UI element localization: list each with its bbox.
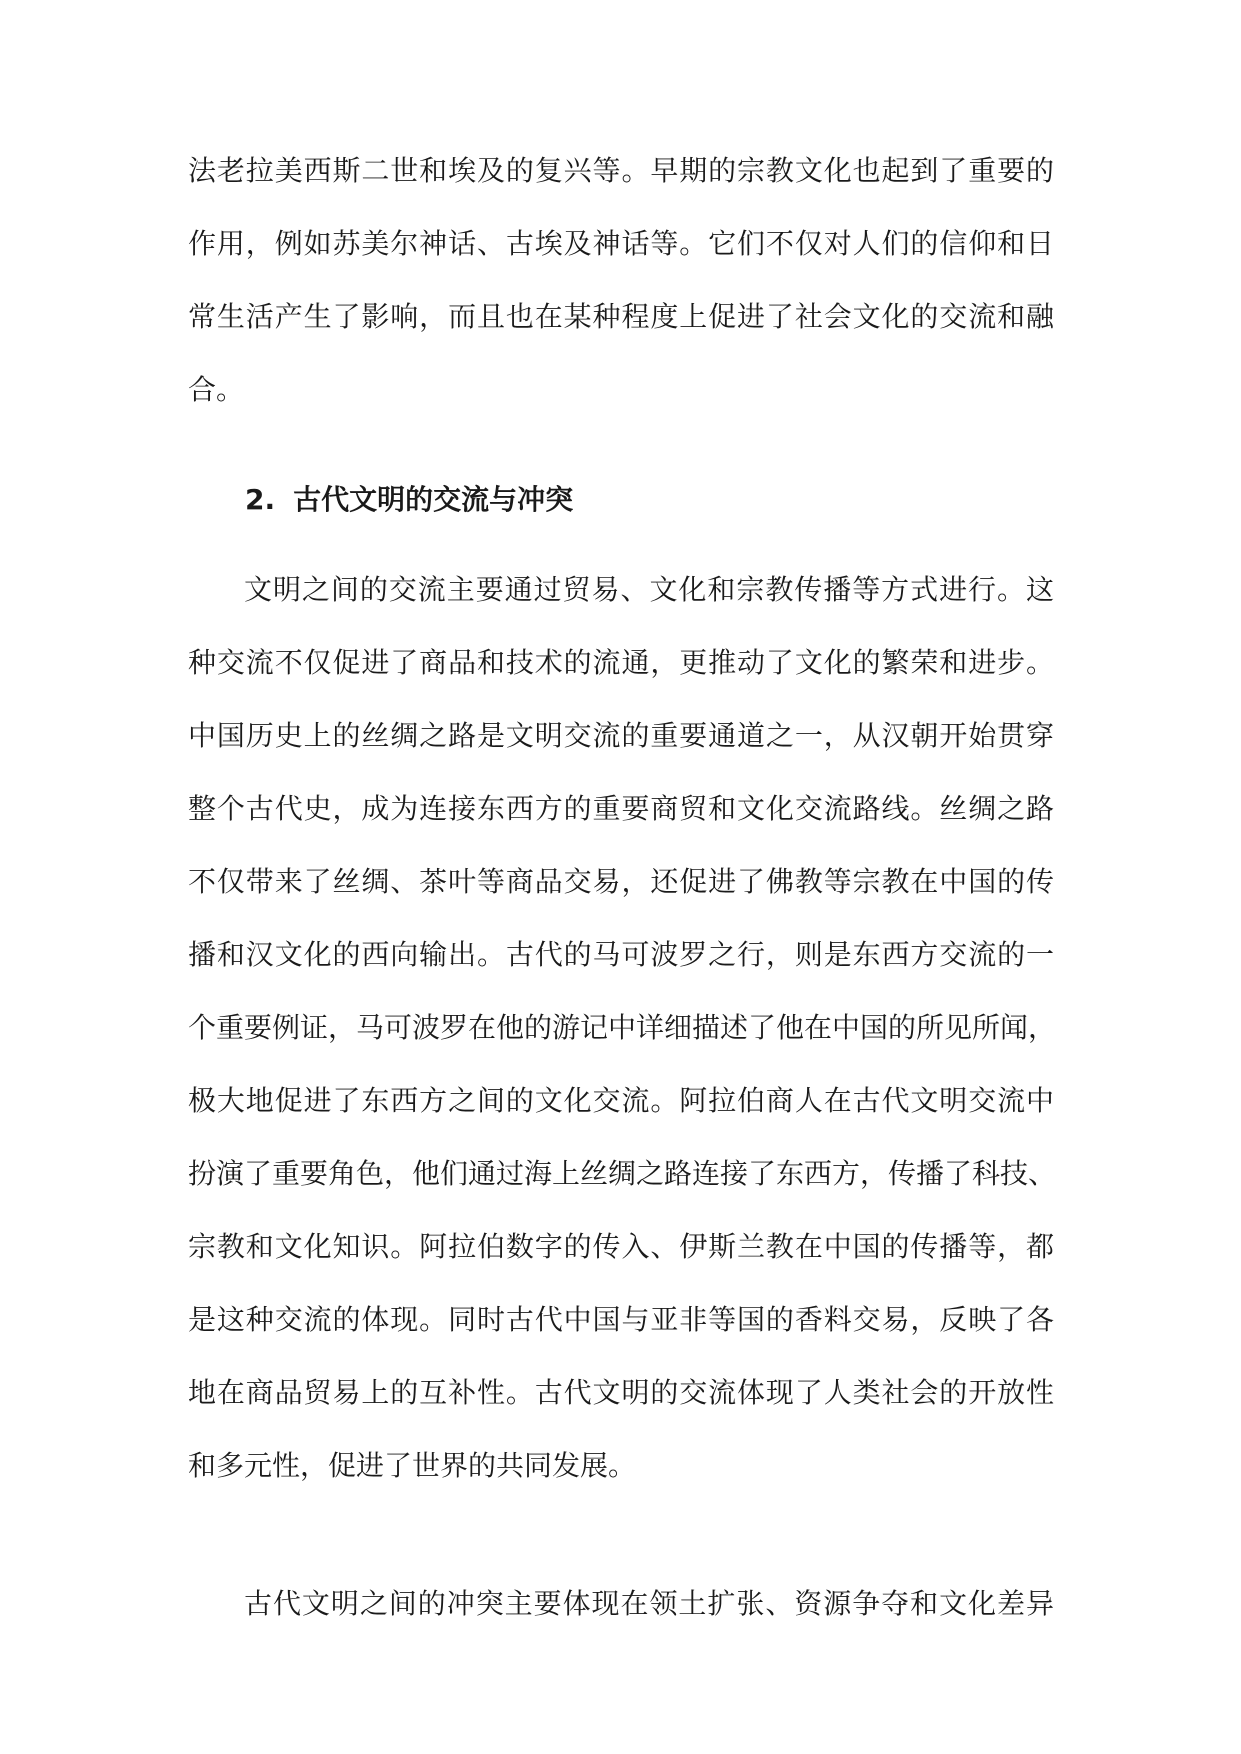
section-heading [245,480,573,520]
text-line: 个重要例证，马可波罗在他的游记中详细描述了他在中国的所见所闻， [188,1011,1057,1044]
text-line: 是这种交流的体现。同时古代中国与亚非等国的香料交易，反映了各 [188,1303,1054,1336]
text-line: 不仅带来了丝绸、茶叶等商品交易，还促进了佛教等宗教在中国的传 [188,865,1054,898]
text-line: 合。 [188,373,245,406]
text-line: 中国历史上的丝绸之路是文明交流的重要通道之一，从汉朝开始贯穿 [188,719,1054,752]
text-line: 播和汉文化的西向输出。古代的马可波罗之行，则是东西方交流的一 [188,938,1054,971]
section-number: 2. [245,483,276,516]
paragraph-conflict [188,1567,1054,1640]
text-line: 宗教和文化知识。阿拉伯数字的传入、伊斯兰教在中国的传播等，都 [188,1230,1054,1263]
text-line: 种交流不仅促进了商品和技术的流通，更推动了文化的繁荣和进步。 [188,646,1054,679]
text-line: 和多元性，促进了世界的共同发展。 [188,1449,637,1482]
section-title: 古代文明的交流与冲突 [293,483,574,516]
paragraph-exchange [188,553,1057,1502]
text-line: 扮演了重要角色，他们通过海上丝绸之路连接了东西方，传播了科技、 [188,1157,1057,1190]
text-line: 文明之间的交流主要通过贸易、文化和宗教传播等方式进行。这 [244,573,1054,606]
text-line: 作用，例如苏美尔神话、古埃及神话等。它们不仅对人们的信仰和日 [188,227,1054,260]
text-line: 常生活产生了影响，而且也在某种程度上促进了社会文化的交流和融 [188,300,1054,333]
paragraph-continued [188,134,1054,426]
text-line: 古代文明之间的冲突主要体现在领土扩张、资源争夺和文化差异 [244,1587,1054,1620]
text-line: 极大地促进了东西方之间的文化交流。阿拉伯商人在古代文明交流中 [188,1084,1054,1117]
text-line: 整个古代史，成为连接东西方的重要商贸和文化交流路线。丝绸之路 [188,792,1054,825]
text-line: 地在商品贸易上的互补性。古代文明的交流体现了人类社会的开放性 [188,1376,1054,1409]
text-line: 法老拉美西斯二世和埃及的复兴等。早期的宗教文化也起到了重要的 [188,154,1054,187]
